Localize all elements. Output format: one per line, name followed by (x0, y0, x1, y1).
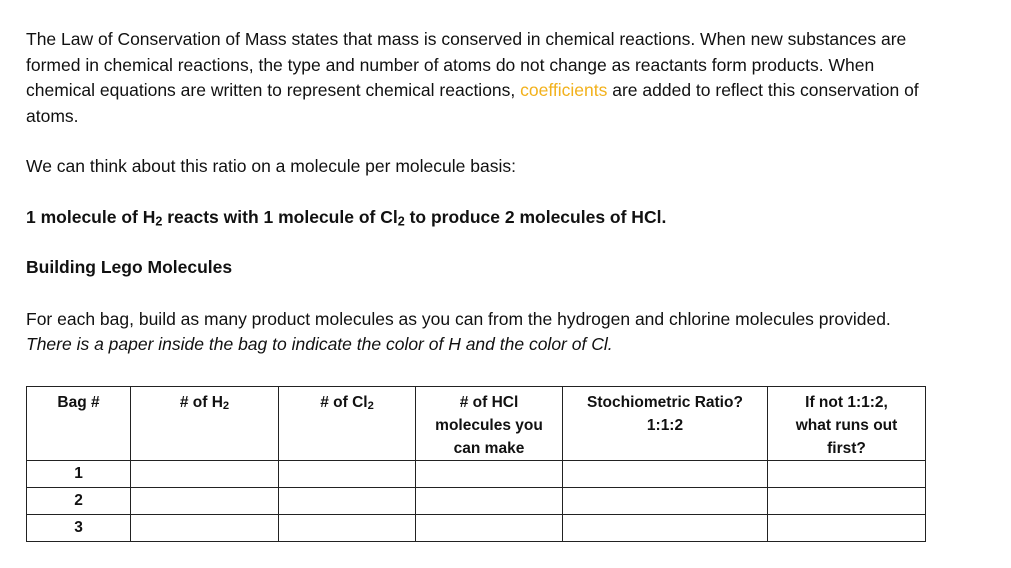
table-row (27, 515, 926, 542)
cell-h2[interactable] (131, 488, 279, 515)
cell-hcl[interactable] (416, 488, 563, 515)
header-bag: Bag # (27, 387, 131, 461)
cell-bag: 2 (27, 488, 131, 515)
ratio-sub-2: 2 (397, 213, 405, 228)
header-runs-out: If not 1:1:2, what runs out first? (768, 387, 926, 461)
instructions-text: For each bag, build as many product molecules as you can from the hydrogen and chlorine molecules provided. (26, 308, 891, 329)
table-header-row (27, 387, 926, 461)
header-ratio: Stochiometric Ratio? 1:1:2 (563, 387, 768, 461)
cell-h2[interactable] (131, 515, 279, 542)
document-page (26, 27, 986, 358)
coefficients-link[interactable]: coefficients (520, 80, 608, 100)
ratio-statement (26, 205, 926, 231)
cell-ratio[interactable] (563, 515, 768, 542)
cell-hcl[interactable] (416, 461, 563, 488)
ratio-sub-1: 2 (155, 213, 163, 228)
cell-cl2[interactable] (279, 488, 416, 515)
table-row (27, 488, 926, 515)
table-row (27, 461, 926, 488)
ratio-intro: We can think about this ratio on a molecule per molecule basis: (26, 156, 516, 176)
intro-paragraph (26, 27, 926, 129)
cell-runs-out[interactable] (768, 515, 926, 542)
cell-ratio[interactable] (563, 461, 768, 488)
instructions-italic: There is a paper inside the bag to indicate the color of H and the color of Cl. (26, 334, 613, 354)
cell-bag: 1 (27, 461, 131, 488)
intro-text: The Law of Conservation of Mass states that mass is conserved in chemical reactions. When new substances are formed in chemical reactions, the type and number of atoms do not change as reactants form products. When chemical equations are written to represent chemical reactions, (26, 29, 907, 100)
worksheet-table (26, 386, 926, 542)
cell-ratio[interactable] (563, 488, 768, 515)
header-hcl: # of HCl molecules you can make (416, 387, 563, 461)
instructions-paragraph (26, 307, 926, 358)
cell-bag: 3 (27, 515, 131, 542)
cell-hcl[interactable] (416, 515, 563, 542)
cell-runs-out[interactable] (768, 488, 926, 515)
intro-text-end: are added to reflect this conservation of atoms. (26, 80, 919, 126)
header-h2: # of $H_2$ (131, 387, 279, 461)
cell-runs-out[interactable] (768, 461, 926, 488)
ratio-text-3: to produce 2 molecules of HCl. (404, 206, 667, 227)
section-heading: Building Lego Molecules (26, 257, 233, 277)
cell-h2[interactable] (131, 461, 279, 488)
cell-cl2[interactable] (279, 461, 416, 488)
ratio-text-2: reacts with 1 molecule of Cl (162, 206, 398, 227)
ratio-text-1: 1 molecule of H (26, 206, 156, 227)
cell-cl2[interactable] (279, 515, 416, 542)
header-cl2: # of $Cl_2$ (279, 387, 416, 461)
